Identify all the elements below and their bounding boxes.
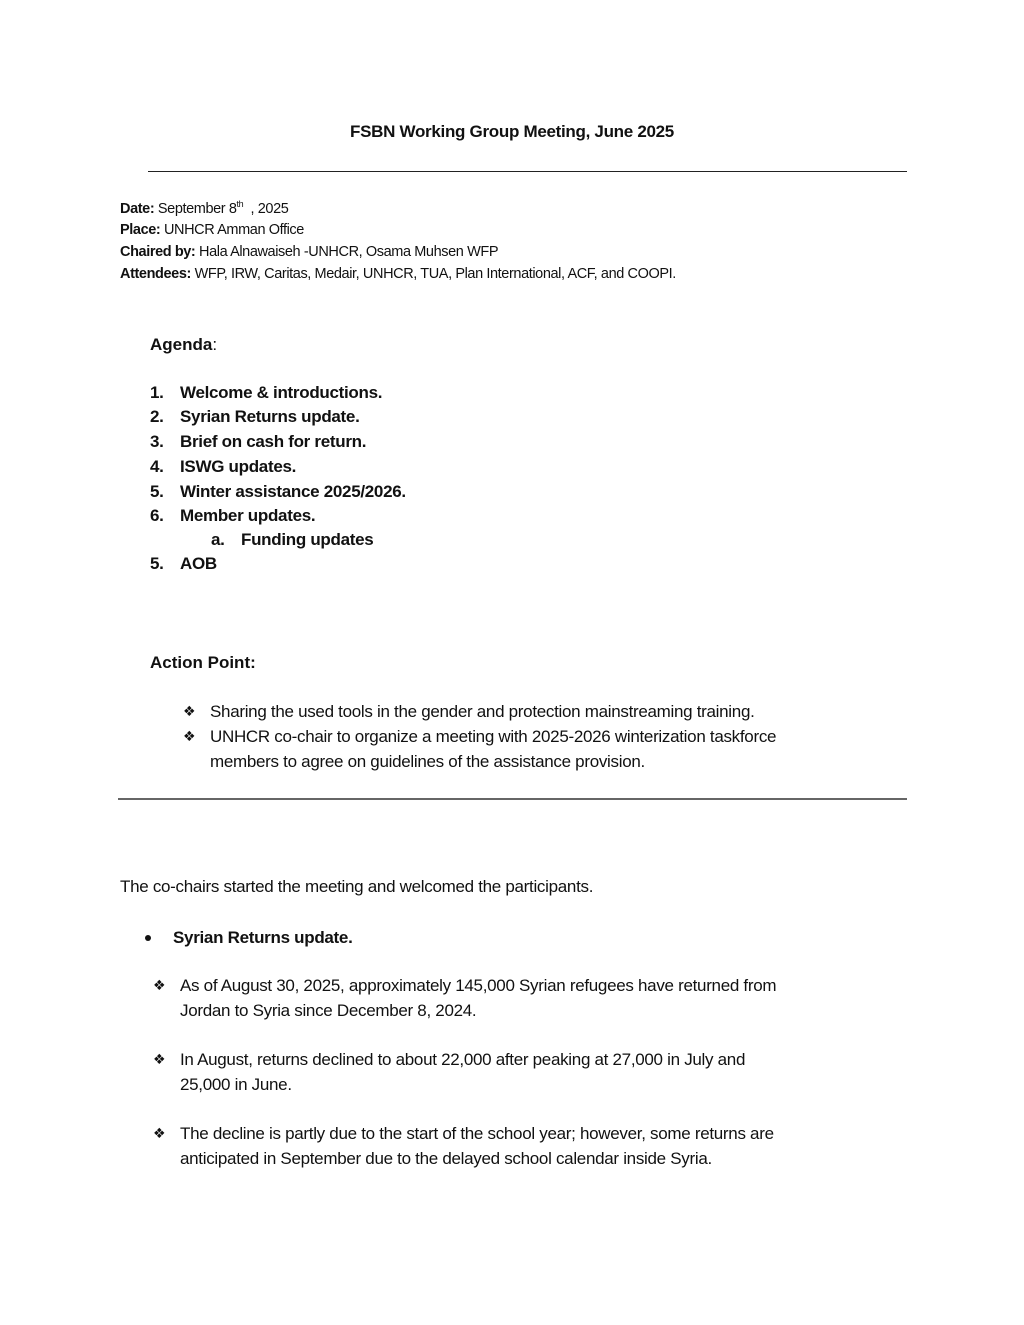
round-bullet-icon <box>145 935 151 941</box>
section-title: Syrian Returns update. <box>173 928 353 947</box>
chaired-value: Hala Alnawaiseh -UNHCR, Osama Muhsen WFP <box>199 244 499 260</box>
diamond-bullet-icon: ❖ <box>153 1125 166 1141</box>
intro-paragraph: The co-chairs started the meeting and welcomed the participants. <box>120 877 594 896</box>
agenda-item-number: 6. <box>150 506 164 525</box>
agenda-item-number: 4. <box>150 457 164 476</box>
meta-place <box>120 222 304 238</box>
agenda-item-number: 1. <box>150 383 164 402</box>
document-title: FSBN Working Group Meeting, June 2025 <box>350 122 674 141</box>
date-suffix: th <box>236 199 244 209</box>
meta-attendees <box>120 266 676 282</box>
agenda-item-number: 5. <box>150 554 164 573</box>
agenda-heading: Agenda: <box>150 335 218 354</box>
bullet-line: As of August 30, 2025, approximately 145,000 Syrian refugees have returned from <box>180 976 777 995</box>
action-point-continuation: members to agree on guidelines of the assistance provision. <box>210 752 645 771</box>
attendees-label: Attendees: <box>120 266 191 282</box>
attendees-value: WFP, IRW, Caritas, Medair, UNHCR, TUA, Plan International, ACF, and COOPI. <box>194 266 676 282</box>
title-divider <box>148 171 907 172</box>
agenda-item-number: 3. <box>150 432 164 451</box>
place-label: Place: <box>120 222 161 238</box>
bullet-line: 25,000 in June. <box>180 1075 292 1094</box>
date-label: Date: <box>120 200 155 217</box>
bullet-line: Jordan to Syria since December 8, 2024. <box>180 1001 477 1020</box>
agenda-item-text: Syrian Returns update. <box>180 407 360 426</box>
diamond-bullet-icon: ❖ <box>153 977 166 993</box>
diamond-bullet-icon: ❖ <box>183 703 196 719</box>
place-value: UNHCR Amman Office <box>163 222 304 238</box>
chaired-label: Chaired by: <box>120 244 196 260</box>
diamond-bullet-icon: ❖ <box>183 728 196 744</box>
agenda-item-text: ISWG updates. <box>180 457 297 476</box>
meta-date <box>120 199 288 217</box>
agenda-item-text: Funding updates <box>241 530 374 549</box>
bullet-line: In August, returns declined to about 22,000 after peaking at 27,000 in July and <box>180 1050 746 1069</box>
agenda-item-text: AOB <box>180 554 217 573</box>
bullet-line: anticipated in September due to the delayed school calendar inside Syria. <box>180 1149 712 1168</box>
agenda-item-text: Welcome & introductions. <box>180 383 383 402</box>
action-point-text: UNHCR co-chair to organize a meeting with 2025-2026 winterization taskforce <box>210 727 777 746</box>
section-divider <box>118 798 907 800</box>
diamond-bullet-icon: ❖ <box>153 1051 166 1067</box>
date-value: September 8 <box>157 200 237 217</box>
agenda-item-number: 5. <box>150 482 164 501</box>
agenda-item-text: Brief on cash for return. <box>180 432 367 451</box>
agenda-item-number: 2. <box>150 407 164 426</box>
bullet-line: The decline is partly due to the start of the school year; however, some returns are <box>180 1124 774 1143</box>
agenda-item-text: Member updates. <box>180 506 316 525</box>
meta-chaired <box>120 244 498 260</box>
action-point-heading: Action Point: <box>150 653 256 672</box>
date-year: , 2025 <box>250 200 289 217</box>
action-point-text: Sharing the used tools in the gender and protection mainstreaming training. <box>210 702 755 721</box>
agenda-item-text: Winter assistance 2025/2026. <box>180 482 406 501</box>
agenda-item-number: a. <box>211 530 225 549</box>
